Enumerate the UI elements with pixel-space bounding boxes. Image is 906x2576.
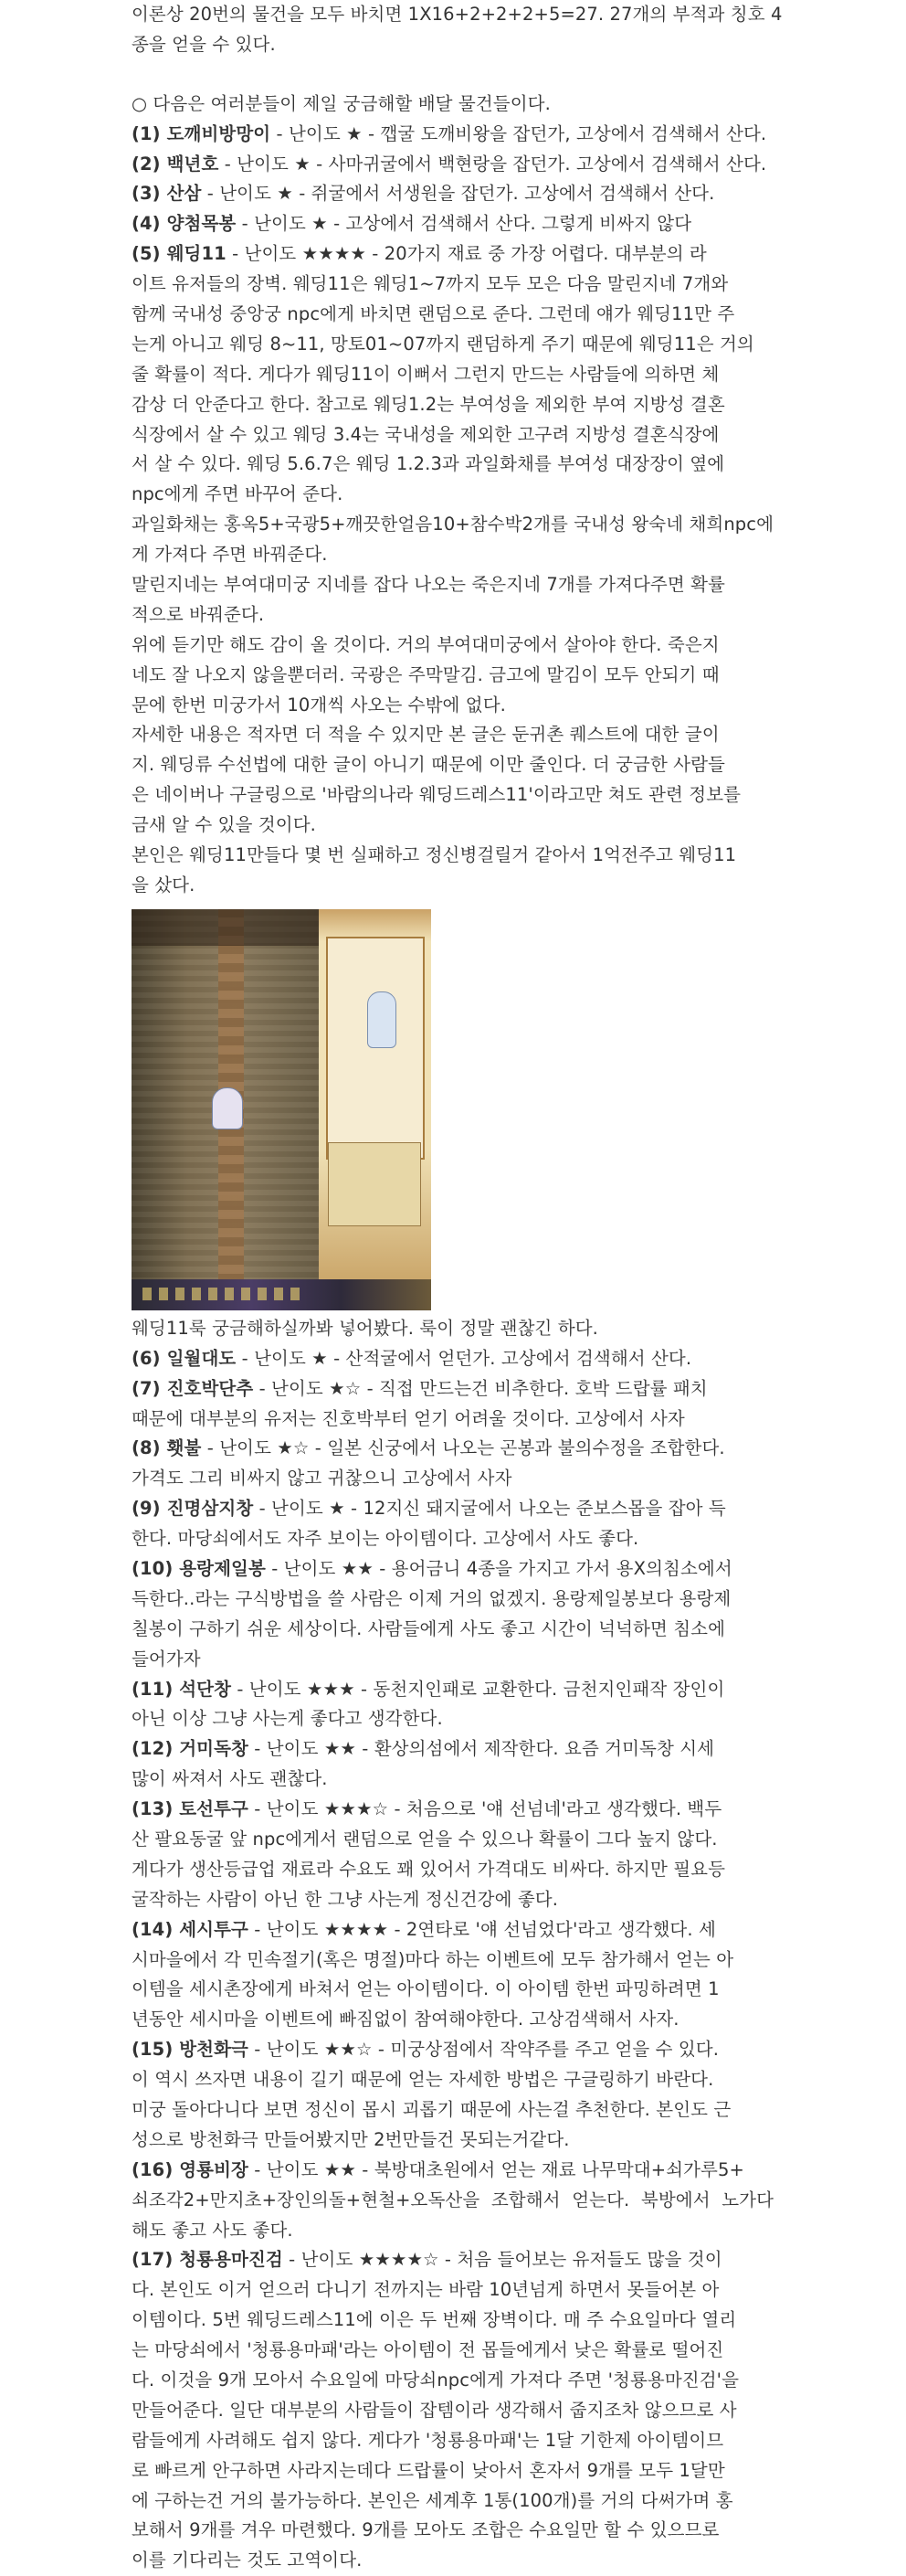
item-5 bbox=[132, 239, 791, 270]
item-list bbox=[132, 1344, 791, 2576]
text-line: 은 네이버나 구글링으로 '바람의나라 웨딩드레스11'이라고만 쳐도 관련 정보를 bbox=[132, 784, 742, 806]
text-line: 문에 한번 미궁가서 10개씩 사오는 수밖에 없다. bbox=[132, 694, 506, 716]
item-name: 도깨비방망이 bbox=[166, 122, 271, 144]
text-line: 감상 더 안준다고 한다. 참고로 웨딩1.2는 부여성을 제외한 부여 지방성 결혼 bbox=[132, 393, 725, 415]
text-line: 년동안 세시마을 이벤트에 빠짐없이 참여해야한다. 고상검색해서 사자. bbox=[132, 2009, 680, 2030]
text-line: 게 가져다 주면 바꿔준다. bbox=[132, 544, 328, 566]
item-desc: - 난이도 ★ - 쥐굴에서 서생원을 잡던가. 고상에서 검색해서 산다. bbox=[201, 183, 715, 205]
text-line: 줄 확률이 적다. 게다가 웨딩11이 이뻐서 그런지 만드는 사람들에 의하면 체 bbox=[132, 363, 720, 385]
text-line: 많이 싸져서 사도 괜찮다. bbox=[132, 1768, 328, 1790]
item-desc: - 난이도 ★★ - 환상의섬에서 제작한다. 요즘 거미독창 시세 bbox=[248, 1738, 715, 1760]
item-4 bbox=[132, 209, 791, 239]
text-line: 을 샀다. bbox=[132, 874, 195, 896]
text-line: 한다. 마당쇠에서도 자주 보이는 아이템이다. 고상에서 사도 좋다. bbox=[132, 1528, 639, 1550]
text-line: 서 살 수 있다. 웨딩 5.6.7은 웨딩 1.2.3과 과일화채를 부여성 대장장이 옆에 bbox=[132, 453, 725, 475]
text-line: 이론상 20번의 물건을 모두 바치면 1X16+2+2+2+5=27. 27개의 부적과 칭호 4 bbox=[132, 4, 783, 25]
item-12 bbox=[132, 1734, 791, 1765]
item-name: 용랑제일봉 bbox=[179, 1557, 266, 1579]
item-name: 횃불 bbox=[166, 1437, 202, 1459]
item-number: (6) bbox=[132, 1347, 167, 1369]
item-desc: - 난이도 ★★★★ - 2연타로 '얘 선넘었다'라고 생각했다. 세 bbox=[248, 1918, 716, 1940]
text-line: npc에게 주면 바꾸어 준다. bbox=[132, 483, 343, 505]
item-name: 석단창 bbox=[179, 1678, 232, 1700]
item-6 bbox=[132, 1344, 791, 1374]
item-10 bbox=[132, 1554, 791, 1585]
item-2 bbox=[132, 150, 791, 180]
text-line: 위에 듣기만 해도 감이 올 것이다. 거의 부여대미궁에서 살아야 한다. 죽은지 bbox=[132, 633, 720, 655]
text-line: 산 팔요동굴 앞 npc에게서 랜덤으로 얻을 수 있으나 확률이 그다 높지 않다. bbox=[132, 1828, 718, 1850]
text-line: 득한다..라는 구식방법을 쓸 사람은 이제 거의 없겠지. 용랑제일봉보다 용랑제 bbox=[132, 1587, 732, 1609]
text-line: 다. 이것을 9개 모아서 수요일에 마당쇠npc에게 가져다 주면 '청룡용마진검'을 bbox=[132, 2369, 740, 2390]
game-character-preview bbox=[367, 991, 396, 1048]
game-character bbox=[212, 1087, 243, 1129]
text-line: 게다가 생산등급업 재료라 수요도 꽤 있어서 가격대도 비싸다. 하지만 필요등 bbox=[132, 1858, 726, 1880]
item-number: (16) bbox=[132, 2158, 180, 2180]
item-number: (14) bbox=[132, 1918, 180, 1940]
blank-line bbox=[132, 60, 791, 90]
game-hotkey-slots bbox=[142, 1288, 307, 1300]
item-11 bbox=[132, 1675, 791, 1705]
text-line: 적으로 바꿔준다. bbox=[132, 603, 265, 625]
item-desc: - 난이도 ★ - 깹굴 도깨비왕을 잡던가, 고상에서 검색해서 산다. bbox=[270, 122, 767, 144]
item-number: (1) bbox=[132, 122, 167, 144]
item-13 bbox=[132, 1795, 791, 1825]
text-line: 람들에게 사려해도 쉽지 않다. 게다가 '청룡용마패'는 1달 기한제 아이템이므 bbox=[132, 2429, 724, 2451]
game-info-box bbox=[328, 1142, 421, 1226]
item-3 bbox=[132, 179, 791, 209]
text-line: 시마을에서 각 민속절기(혹은 명절)마다 하는 이벤트에 모두 참가해서 얻는 아 bbox=[132, 1948, 734, 1970]
item-name: 거미독창 bbox=[179, 1738, 248, 1760]
text-line: 때문에 대부분의 유저는 진호박부터 얻기 어려울 것이다. 고상에서 사자 bbox=[132, 1407, 685, 1429]
text-line: 아닌 이상 그냥 사는게 좋다고 생각한다. bbox=[132, 1708, 443, 1730]
item-name: 양첨목봉 bbox=[166, 213, 237, 235]
text-line: 이트 유저들의 장벽. 웨딩11은 웨딩1~7까지 모두 모은 다음 말린지네 7개와 bbox=[132, 273, 729, 295]
item-name: 진명삼지창 bbox=[166, 1498, 254, 1520]
item-number: (2) bbox=[132, 153, 167, 175]
item-9 bbox=[132, 1494, 791, 1524]
text-line: 칠봉이 구하기 쉬운 세상이다. 사람들에게 사도 좋고 시간이 넉넉하면 침소에 bbox=[132, 1617, 726, 1639]
text-line: 자세한 내용은 적자면 더 적을 수 있지만 본 글은 둔귀촌 퀘스트에 대한 글이 bbox=[132, 724, 720, 746]
text-line: 가격도 그리 비싸지 않고 귀찮으니 고상에서 사자 bbox=[132, 1468, 512, 1489]
image-caption: 웨딩11룩 궁금해하실까봐 넣어봤다. 룩이 정말 괜찮긴 하다. bbox=[132, 1317, 598, 1339]
text-line: 네도 잘 나오지 않을뿐더러. 국광은 주막말김. 금고에 말김이 모두 안되기 때 bbox=[132, 663, 720, 685]
text-line: 지. 웨딩류 수선법에 대한 글이 아니기 때문에 이만 줄인다. 더 궁금한 사람들 bbox=[132, 754, 725, 776]
text-line: 해도 좋고 사도 좋다. bbox=[132, 2219, 293, 2241]
text-line: 이템을 세시촌장에게 바쳐서 얻는 아이템이다. 이 아이템 한번 파밍하려면 1 bbox=[132, 1978, 720, 2000]
item-number: (4) bbox=[132, 213, 167, 235]
text-line: 만들어준다. 일단 대부분의 사람들이 잡템이라 생각해서 줍지조차 않으므로 사 bbox=[132, 2399, 737, 2421]
item-number: (5) bbox=[132, 243, 167, 265]
item-number: (9) bbox=[132, 1498, 167, 1520]
text-line: 함께 국내성 중앙궁 npc에게 바치면 랜덤으로 준다. 그런데 얘가 웨딩11만 주 bbox=[132, 303, 735, 325]
text-line: 본인은 웨딩11만들다 몇 번 실패하고 정신병걸릴거 같아서 1억전주고 웨딩11 bbox=[132, 844, 737, 866]
text-line: 에 구하는건 거의 불가능하다. 본인은 세계후 1통(100개)를 거의 다써가며 홍 bbox=[132, 2489, 733, 2511]
text-line: 종을 얻을 수 있다. bbox=[132, 33, 276, 55]
item-name: 백년호 bbox=[166, 153, 219, 175]
item-number: (8) bbox=[132, 1437, 167, 1459]
text-line: 말린지네는 부여대미궁 지네를 잡다 나오는 죽은지네 7개를 가져다주면 확률 bbox=[132, 574, 725, 596]
item-number: (11) bbox=[132, 1678, 180, 1700]
item-number: (17) bbox=[132, 2249, 180, 2271]
section-intro: ○ 다음은 여러분들이 제일 궁금해할 배달 물건들이다. bbox=[132, 92, 551, 114]
text-line: 로 빠르게 안구하면 사라지는데다 드랍률이 낮아서 혼자서 9개를 모두 1달만 bbox=[132, 2459, 725, 2481]
item-15 bbox=[132, 2035, 791, 2065]
text-line: 과일화채는 홍옥5+국광5+깨끗한얼음10+참수박2개를 국내성 왕숙네 채희npc에 bbox=[132, 514, 774, 535]
item-desc: - 난이도 ★★☆ - 미궁상점에서 작약주를 주고 얻을 수 있다. bbox=[248, 2039, 720, 2061]
item-14 bbox=[132, 1915, 791, 1945]
text-line: 는게 아니고 웨딩 8~11, 망토01~07까지 랜덤하게 주기 때문에 웨딩11은 거의 bbox=[132, 333, 754, 355]
text-line: 이템이다. 5번 웨딩드레스11에 이은 두 번째 장벽이다. 매 주 수요일마다 열리 bbox=[132, 2309, 737, 2331]
item-name: 세시투구 bbox=[179, 1918, 248, 1940]
item-number: (13) bbox=[132, 1798, 180, 1820]
game-status-panel bbox=[319, 909, 431, 1310]
item-name: 영룡비장 bbox=[179, 2158, 248, 2180]
item-name: 청룡용마진검 bbox=[179, 2249, 283, 2271]
item-desc: - 난이도 ★★★☆ - 처음으로 '얘 선넘네'라고 생각했다. 백두 bbox=[248, 1798, 722, 1820]
item-1 bbox=[132, 120, 791, 150]
text-line: 들어가자 bbox=[132, 1648, 201, 1670]
item-desc: - 난이도 ★ - 12지신 돼지굴에서 나오는 준보스몹을 잡아 득 bbox=[253, 1498, 726, 1520]
item-7 bbox=[132, 1374, 791, 1405]
item-name: 산삼 bbox=[166, 183, 202, 205]
game-window bbox=[326, 937, 425, 1160]
text-line: 는 마당쇠에서 '청룡용마패'라는 아이템이 전 몹들에게서 낮은 확률로 떨어진 bbox=[132, 2339, 724, 2361]
item-number: (15) bbox=[132, 2039, 180, 2061]
text-line: 굴작하는 사람이 아닌 한 그냥 사는게 정신건강에 좋다. bbox=[132, 1888, 559, 1910]
item-desc: - 난이도 ★★★★ - 20가지 재료 중 가장 어렵다. 대부분의 라 bbox=[226, 243, 707, 265]
item-name: 웨딩11 bbox=[166, 243, 226, 265]
item-desc: - 난이도 ★ - 고상에서 검색해서 산다. 그렇게 비싸지 않다 bbox=[236, 213, 692, 235]
item-desc: - 난이도 ★☆ - 직접 만드는건 비추한다. 호박 드랍률 패치 bbox=[253, 1377, 708, 1399]
item-name: 토선투구 bbox=[179, 1798, 248, 1820]
item-desc: - 난이도 ★ - 산적굴에서 얻던가. 고상에서 검색해서 산다. bbox=[236, 1347, 692, 1369]
item-name: 일월대도 bbox=[166, 1347, 237, 1369]
text-line: 다. 본인도 이거 얻으러 다니기 전까지는 바람 10년넘게 하면서 못들어본 아 bbox=[132, 2279, 720, 2301]
item-desc: - 난이도 ★★ - 북방대초원에서 얻는 재료 나무막대+쇠가루5+ bbox=[248, 2158, 744, 2180]
text-line: 이 역시 쓰자면 내용이 길기 때문에 얻는 자세한 방법은 구글링하기 바란다. bbox=[132, 2069, 714, 2091]
text-line: 성으로 방천화극 만들어봤지만 2번만들건 못되는거같다. bbox=[132, 2128, 570, 2150]
item-desc: - 난이도 ★★ - 용어금니 4종을 가지고 가서 용X의침소에서 bbox=[265, 1557, 732, 1579]
text-line: 미궁 돌아다니다 보면 정신이 몹시 괴롭기 때문에 사는걸 추천한다. 본인도 근 bbox=[132, 2098, 732, 2120]
game-top-bar bbox=[132, 909, 319, 946]
item-desc: - 난이도 ★★★ - 동천지인패로 교환한다. 금천지인패작 장인이 bbox=[231, 1678, 725, 1700]
item-8 bbox=[132, 1434, 791, 1464]
text-line: 식장에서 살 수 있고 웨딩 3.4는 국내성을 제외한 고구려 지방성 결혼식장에 bbox=[132, 423, 720, 445]
item-number: (10) bbox=[132, 1557, 180, 1579]
item-desc: - 난이도 ★☆ - 일본 신궁에서 나오는 곤봉과 불의수정을 조합한다. bbox=[201, 1437, 725, 1459]
item-number: (3) bbox=[132, 183, 167, 205]
game-screenshot-image bbox=[132, 909, 431, 1310]
text-line: 이를 기다리는 것도 고역이다. bbox=[132, 2549, 363, 2571]
item-number: (7) bbox=[132, 1377, 167, 1399]
item-name: 방천화극 bbox=[179, 2039, 248, 2061]
item-number: (12) bbox=[132, 1738, 180, 1760]
article-body bbox=[132, 0, 791, 2576]
text-line: 보해서 9개를 겨우 마련했다. 9개를 모아도 조합은 수요일만 할 수 있으므로 bbox=[132, 2519, 720, 2541]
item-16 bbox=[132, 2156, 791, 2186]
item-name: 진호박단추 bbox=[166, 1377, 254, 1399]
item-desc: - 난이도 ★ - 사마귀굴에서 백현랑을 잡던가. 고상에서 검색해서 산다. bbox=[218, 153, 767, 175]
item-desc: - 난이도 ★★★★☆ - 처음 들어보는 유저들도 많을 것이 bbox=[282, 2249, 722, 2271]
text-line: 쇠조각2+만지초+장인의돌+현철+오독산을 조합해서 얻는다. 북방에서 노가다 bbox=[132, 2189, 774, 2210]
text-line: 금새 알 수 있을 것이다. bbox=[132, 814, 316, 836]
item-17 bbox=[132, 2245, 791, 2275]
